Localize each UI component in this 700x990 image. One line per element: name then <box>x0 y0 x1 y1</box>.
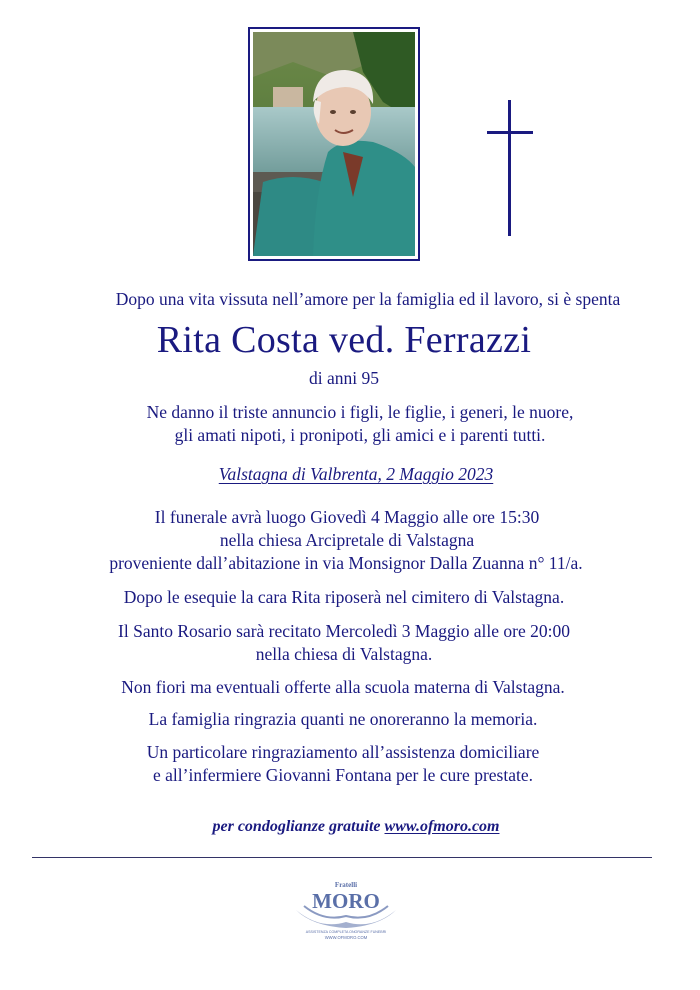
funeral-line-3: proveniente dall’abitazione in via Monsignor Dalla Zuanna n° 11/a. <box>109 553 583 573</box>
deceased-name: Rita Costa ved. Ferrazzi <box>156 319 532 361</box>
place-date <box>6 464 700 485</box>
logo-web-text: WWW.OFMORO.COM <box>324 935 368 940</box>
logo-tagline-text: ASSISTENZA COMPLETA ONORANZE FUNEBRI <box>305 930 387 934</box>
flowers-text: Non fiori ma eventuali offerte alla scuola materna di Valstagna. <box>121 677 565 697</box>
portrait-photo <box>248 27 420 261</box>
condolences-link[interactable]: www.ofmoro.com <box>384 818 500 835</box>
burial-text: Dopo le esequie la cara Rita riposerà nel cimitero di Valstagna. <box>123 587 565 607</box>
condolences <box>6 818 700 836</box>
place-date-text: Valstagna di Valbrenta, 2 Maggio 2023 <box>218 464 494 484</box>
rosary-line-2: nella chiesa di Valstagna. <box>255 644 433 664</box>
funeral-home-logo <box>290 878 402 940</box>
announcement-line-1: Ne danno il triste annuncio i figli, le figlie, i generi, le nuore, <box>146 402 574 422</box>
condolences-label: per condoglianze gratuite <box>212 818 381 835</box>
cross-icon <box>487 100 533 236</box>
thanks-text: La famiglia ringrazia quanti ne onoreranno la memoria. <box>148 709 538 729</box>
divider-line <box>32 857 652 858</box>
logo-top-text: Fratelli <box>334 881 358 889</box>
logo-name-text: MORO <box>312 889 380 913</box>
rosary-line-1: Il Santo Rosario sarà recitato Mercoledì 3 Maggio alle ore 20:00 <box>118 621 570 641</box>
funeral-line-1: Il funerale avrà luogo Giovedì 4 Maggio alle ore 15:30 <box>154 507 540 527</box>
portrait-image <box>253 32 415 256</box>
intro-text: Dopo una vita vissuta nell’amore per la famiglia ed il lavoro, si è spenta <box>115 289 621 309</box>
special-thanks-line-1: Un particolare ringraziamento all’assistenza domiciliare <box>146 742 540 762</box>
announcement-line-2: gli amati nipoti, i pronipoti, gli amici e i parenti tutti. <box>174 425 546 445</box>
funeral-line-2: nella chiesa Arcipretale di Valstagna <box>219 530 475 550</box>
deceased-age: di anni 95 <box>309 368 379 388</box>
special-thanks-line-2: e all’infermiere Giovanni Fontana per le cure prestate. <box>153 765 533 785</box>
